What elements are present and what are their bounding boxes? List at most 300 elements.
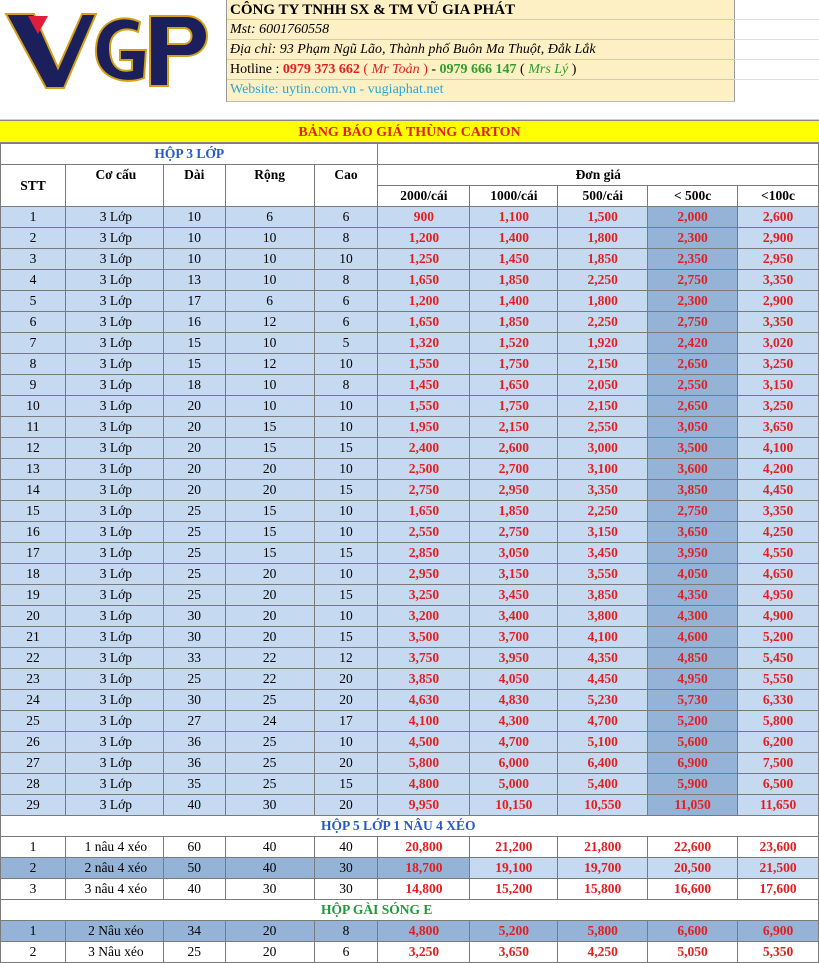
cell-width: 20 [225, 480, 314, 501]
spacer-row [0, 101, 819, 120]
cell-price-lt500: 3,600 [648, 459, 738, 480]
cell-length: 30 [163, 606, 225, 627]
cell-price-lt500: 5,730 [648, 690, 738, 711]
cell-stt: 2 [1, 942, 66, 963]
cell-price-lt100: 4,900 [738, 606, 819, 627]
cell-width: 15 [225, 417, 314, 438]
cell-price-lt100: 11,650 [738, 795, 819, 816]
cell-structure: 3 Lớp [65, 627, 163, 648]
cell-length: 20 [163, 417, 225, 438]
cell-price-2000: 1,950 [378, 417, 470, 438]
cell-length: 13 [163, 270, 225, 291]
cell-stt: 25 [1, 711, 66, 732]
cell-structure: 3 Lớp [65, 375, 163, 396]
cell-price-2000: 2,950 [378, 564, 470, 585]
cell-price-500: 1,850 [558, 249, 648, 270]
cell-price-1000: 3,700 [470, 627, 558, 648]
cell-stt: 3 [1, 249, 66, 270]
cell-length: 25 [163, 522, 225, 543]
table-row [1, 501, 819, 522]
cell-width: 20 [225, 606, 314, 627]
cell-price-lt500: 22,600 [648, 837, 738, 858]
cell-price-500: 2,250 [558, 270, 648, 291]
company-name: CÔNG TY TNHH SX & TM VŨ GIA PHÁT [227, 0, 734, 20]
table-row [1, 753, 819, 774]
cell-width: 15 [225, 543, 314, 564]
cell-height: 10 [314, 396, 378, 417]
cell-price-1000: 2,600 [470, 438, 558, 459]
cell-price-2000: 9,950 [378, 795, 470, 816]
cell-height: 20 [314, 690, 378, 711]
cell-price-lt500: 2,750 [648, 270, 738, 291]
cell-price-2000: 20,800 [378, 837, 470, 858]
header-qty-1000: 1000/cái [470, 186, 558, 207]
cell-stt: 27 [1, 753, 66, 774]
cell-structure: 3 Lớp [65, 438, 163, 459]
cell-structure: 3 nâu 4 xéo [65, 879, 163, 900]
cell-stt: 10 [1, 396, 66, 417]
cell-price-1000: 3,150 [470, 564, 558, 585]
cell-stt: 2 [1, 858, 66, 879]
cell-stt: 6 [1, 312, 66, 333]
cell-structure: 3 Lớp [65, 753, 163, 774]
cell-length: 10 [163, 228, 225, 249]
cell-stt: 4 [1, 270, 66, 291]
cell-price-2000: 4,630 [378, 690, 470, 711]
cell-price-lt500: 3,850 [648, 480, 738, 501]
contact-1-paren-close: ) [419, 62, 432, 77]
cell-price-lt100: 5,350 [738, 942, 819, 963]
cell-height: 8 [314, 375, 378, 396]
cell-price-lt100: 2,950 [738, 249, 819, 270]
cell-price-lt500: 2,650 [648, 354, 738, 375]
cell-price-2000: 3,250 [378, 942, 470, 963]
cell-price-500: 1,800 [558, 228, 648, 249]
cell-price-lt100: 4,550 [738, 543, 819, 564]
cell-price-lt500: 4,050 [648, 564, 738, 585]
cell-width: 10 [225, 333, 314, 354]
cell-price-lt500: 4,350 [648, 585, 738, 606]
cell-price-lt500: 2,350 [648, 249, 738, 270]
cell-price-1000: 5,200 [470, 921, 558, 942]
cell-height: 10 [314, 564, 378, 585]
cell-structure: 3 Lớp [65, 795, 163, 816]
hotline-phone-2[interactable]: 0979 666 147 [439, 62, 517, 77]
header-qty-2000: 2000/cái [378, 186, 470, 207]
cell-price-2000: 3,850 [378, 669, 470, 690]
contact-2-paren-open: ( [516, 62, 529, 77]
cell-price-500: 3,800 [558, 606, 648, 627]
cell-width: 20 [225, 459, 314, 480]
cell-price-2000: 3,200 [378, 606, 470, 627]
section-title-e-flute: HỘP GÀI SÓNG E [1, 900, 819, 921]
table-row [1, 837, 819, 858]
table-row [1, 249, 819, 270]
cell-price-lt100: 6,500 [738, 774, 819, 795]
cell-length: 18 [163, 375, 225, 396]
cell-price-500: 4,450 [558, 669, 648, 690]
cell-price-lt100: 4,450 [738, 480, 819, 501]
cell-height: 17 [314, 711, 378, 732]
cell-price-lt500: 2,420 [648, 333, 738, 354]
cell-structure: 2 nâu 4 xéo [65, 858, 163, 879]
cell-stt: 13 [1, 459, 66, 480]
hotline-phone-1[interactable]: 0979 373 662 [282, 62, 360, 77]
table-row [1, 627, 819, 648]
cell-price-lt100: 4,950 [738, 585, 819, 606]
cell-price-1000: 5,000 [470, 774, 558, 795]
cell-price-1000: 1,850 [470, 501, 558, 522]
cell-height: 20 [314, 795, 378, 816]
cell-structure: 3 Lớp [65, 501, 163, 522]
cell-price-1000: 3,400 [470, 606, 558, 627]
cell-length: 25 [163, 564, 225, 585]
cell-width: 40 [225, 837, 314, 858]
vgp-logo-graphic [0, 0, 226, 101]
cell-height: 15 [314, 627, 378, 648]
cell-price-2000: 1,200 [378, 291, 470, 312]
cell-stt: 5 [1, 291, 66, 312]
cell-structure: 1 nâu 4 xéo [65, 837, 163, 858]
cell-price-lt100: 7,500 [738, 753, 819, 774]
table-row [1, 606, 819, 627]
cell-price-lt500: 5,050 [648, 942, 738, 963]
contact-1-name: Mr Toản [371, 62, 420, 77]
cell-width: 20 [225, 585, 314, 606]
cell-structure: 3 Lớp [65, 396, 163, 417]
cell-price-lt100: 21,500 [738, 858, 819, 879]
cell-structure: 3 Lớp [65, 690, 163, 711]
cell-price-lt500: 5,600 [648, 732, 738, 753]
cell-price-500: 2,550 [558, 417, 648, 438]
cell-height: 12 [314, 648, 378, 669]
cell-height: 10 [314, 501, 378, 522]
cell-price-lt500: 2,650 [648, 396, 738, 417]
cell-width: 10 [225, 396, 314, 417]
cell-structure: 3 Lớp [65, 291, 163, 312]
table-row [1, 480, 819, 501]
cell-structure: 3 Lớp [65, 333, 163, 354]
table-row [1, 333, 819, 354]
cell-price-lt500: 3,500 [648, 438, 738, 459]
table-row [1, 354, 819, 375]
cell-length: 40 [163, 795, 225, 816]
cell-price-2000: 3,750 [378, 648, 470, 669]
cell-length: 27 [163, 711, 225, 732]
cell-structure: 3 Lớp [65, 543, 163, 564]
cell-width: 22 [225, 648, 314, 669]
cell-height: 30 [314, 879, 378, 900]
cell-price-2000: 1,650 [378, 501, 470, 522]
cell-price-500: 6,400 [558, 753, 648, 774]
cell-width: 30 [225, 795, 314, 816]
cell-width: 25 [225, 753, 314, 774]
cell-width: 25 [225, 774, 314, 795]
cell-price-lt500: 5,200 [648, 711, 738, 732]
cell-price-1000: 1,750 [470, 396, 558, 417]
cell-structure: 3 Lớp [65, 312, 163, 333]
cell-height: 8 [314, 270, 378, 291]
cell-width: 10 [225, 270, 314, 291]
cell-price-2000: 4,800 [378, 774, 470, 795]
cell-price-500: 5,400 [558, 774, 648, 795]
cell-price-500: 3,550 [558, 564, 648, 585]
cell-price-1000: 10,150 [470, 795, 558, 816]
cell-height: 6 [314, 291, 378, 312]
table-row [1, 690, 819, 711]
company-info [226, 0, 735, 102]
contact-2-name: Mrs Lý [528, 62, 569, 77]
cell-price-2000: 1,650 [378, 270, 470, 291]
cell-structure: 3 Lớp [65, 459, 163, 480]
cell-length: 17 [163, 291, 225, 312]
cell-price-2000: 1,200 [378, 228, 470, 249]
table-row [1, 669, 819, 690]
cell-stt: 8 [1, 354, 66, 375]
cell-stt: 3 [1, 879, 66, 900]
cell-price-lt500: 3,650 [648, 522, 738, 543]
cell-price-lt500: 4,850 [648, 648, 738, 669]
cell-stt: 21 [1, 627, 66, 648]
cell-price-lt100: 6,330 [738, 690, 819, 711]
cell-price-lt100: 5,800 [738, 711, 819, 732]
cell-length: 50 [163, 858, 225, 879]
cell-price-500: 4,350 [558, 648, 648, 669]
cell-stt: 15 [1, 501, 66, 522]
cell-price-1000: 2,700 [470, 459, 558, 480]
cell-length: 36 [163, 753, 225, 774]
cell-width: 12 [225, 312, 314, 333]
cell-price-lt100: 3,350 [738, 270, 819, 291]
cell-price-lt100: 4,200 [738, 459, 819, 480]
cell-price-lt500: 3,950 [648, 543, 738, 564]
cell-price-2000: 4,100 [378, 711, 470, 732]
cell-stt: 1 [1, 207, 66, 228]
company-address: Địa chỉ: 93 Phạm Ngũ Lão, Thành phố Buôn Ma Thuột, Đắk Lắk [227, 40, 734, 60]
price-table [0, 143, 819, 963]
cell-height: 15 [314, 543, 378, 564]
contact-1-paren-open: ( [359, 62, 372, 77]
cell-height: 10 [314, 606, 378, 627]
cell-price-1000: 2,950 [470, 480, 558, 501]
table-row [1, 711, 819, 732]
table-row [1, 774, 819, 795]
cell-price-1000: 3,050 [470, 543, 558, 564]
cell-price-1000: 1,400 [470, 228, 558, 249]
table-row [1, 564, 819, 585]
cell-height: 15 [314, 438, 378, 459]
cell-price-lt500: 2,000 [648, 207, 738, 228]
cell-stt: 19 [1, 585, 66, 606]
cell-price-1000: 4,830 [470, 690, 558, 711]
cell-price-lt500: 11,050 [648, 795, 738, 816]
company-tax-code: Mst: 6001760558 [227, 20, 734, 40]
cell-structure: 3 Lớp [65, 270, 163, 291]
table-row [1, 396, 819, 417]
cell-price-500: 1,800 [558, 291, 648, 312]
cell-price-2000: 2,500 [378, 459, 470, 480]
hotline-label: Hotline : [230, 62, 283, 77]
cell-structure: 3 Lớp [65, 480, 163, 501]
table-row [1, 879, 819, 900]
cell-price-lt500: 6,900 [648, 753, 738, 774]
cell-structure: 3 Lớp [65, 711, 163, 732]
cell-price-lt100: 3,350 [738, 501, 819, 522]
cell-width: 30 [225, 879, 314, 900]
cell-price-1000: 21,200 [470, 837, 558, 858]
table-row [1, 291, 819, 312]
table-row [1, 732, 819, 753]
cell-height: 10 [314, 459, 378, 480]
cell-length: 16 [163, 312, 225, 333]
cell-price-lt500: 20,500 [648, 858, 738, 879]
cell-price-lt100: 17,600 [738, 879, 819, 900]
cell-height: 8 [314, 228, 378, 249]
cell-structure: 3 Lớp [65, 669, 163, 690]
cell-length: 25 [163, 543, 225, 564]
cell-width: 10 [225, 249, 314, 270]
cell-stt: 11 [1, 417, 66, 438]
cell-price-500: 3,350 [558, 480, 648, 501]
table-row [1, 459, 819, 480]
cell-stt: 1 [1, 921, 66, 942]
cell-price-1000: 1,100 [470, 207, 558, 228]
cell-price-lt100: 4,100 [738, 438, 819, 459]
cell-length: 20 [163, 438, 225, 459]
cell-stt: 7 [1, 333, 66, 354]
header-blank-cells [734, 0, 819, 101]
cell-price-lt100: 6,200 [738, 732, 819, 753]
cell-price-lt500: 16,600 [648, 879, 738, 900]
cell-price-lt100: 5,450 [738, 648, 819, 669]
cell-price-2000: 1,450 [378, 375, 470, 396]
cell-stt: 29 [1, 795, 66, 816]
cell-width: 25 [225, 690, 314, 711]
cell-length: 10 [163, 207, 225, 228]
cell-height: 15 [314, 585, 378, 606]
cell-height: 15 [314, 480, 378, 501]
cell-structure: 3 Lớp [65, 585, 163, 606]
cell-price-500: 15,800 [558, 879, 648, 900]
cell-height: 10 [314, 417, 378, 438]
header-height: Cao [314, 165, 378, 207]
cell-structure: 3 Lớp [65, 522, 163, 543]
cell-price-500: 3,450 [558, 543, 648, 564]
cell-width: 6 [225, 291, 314, 312]
cell-price-2000: 900 [378, 207, 470, 228]
cell-price-lt100: 23,600 [738, 837, 819, 858]
section-title-5-layer: HỘP 5 LỚP 1 NÂU 4 XÉO [1, 816, 819, 837]
cell-length: 10 [163, 249, 225, 270]
cell-price-1000: 1,850 [470, 312, 558, 333]
cell-price-500: 2,250 [558, 501, 648, 522]
cell-price-2000: 1,650 [378, 312, 470, 333]
cell-price-500: 4,700 [558, 711, 648, 732]
cell-price-500: 2,150 [558, 354, 648, 375]
cell-price-lt100: 3,150 [738, 375, 819, 396]
cell-stt: 22 [1, 648, 66, 669]
cell-price-2000: 2,400 [378, 438, 470, 459]
cell-width: 15 [225, 501, 314, 522]
cell-width: 40 [225, 858, 314, 879]
cell-width: 15 [225, 522, 314, 543]
cell-length: 36 [163, 732, 225, 753]
cell-price-lt100: 4,650 [738, 564, 819, 585]
cell-stt: 1 [1, 837, 66, 858]
cell-width: 20 [225, 921, 314, 942]
cell-price-1000: 1,750 [470, 354, 558, 375]
cell-stt: 14 [1, 480, 66, 501]
cell-price-lt500: 2,300 [648, 228, 738, 249]
cell-price-500: 5,100 [558, 732, 648, 753]
cell-stt: 12 [1, 438, 66, 459]
table-row [1, 921, 819, 942]
company-website[interactable]: Website: uytin.com.vn - vugiaphat.net [230, 82, 444, 97]
cell-length: 25 [163, 585, 225, 606]
cell-price-1000: 6,000 [470, 753, 558, 774]
cell-price-lt500: 5,900 [648, 774, 738, 795]
cell-length: 25 [163, 942, 225, 963]
cell-structure: 3 Lớp [65, 606, 163, 627]
cell-price-1000: 1,520 [470, 333, 558, 354]
cell-price-2000: 1,550 [378, 396, 470, 417]
cell-structure: 3 Lớp [65, 249, 163, 270]
cell-width: 20 [225, 942, 314, 963]
table-row [1, 417, 819, 438]
cell-structure: 3 Lớp [65, 228, 163, 249]
cell-height: 8 [314, 921, 378, 942]
cell-structure: 3 Lớp [65, 564, 163, 585]
cell-height: 20 [314, 669, 378, 690]
cell-price-1000: 4,300 [470, 711, 558, 732]
cell-price-2000: 4,500 [378, 732, 470, 753]
cell-price-lt100: 4,250 [738, 522, 819, 543]
cell-price-500: 3,100 [558, 459, 648, 480]
cell-price-500: 21,800 [558, 837, 648, 858]
cell-length: 20 [163, 396, 225, 417]
cell-height: 5 [314, 333, 378, 354]
cell-price-lt500: 2,550 [648, 375, 738, 396]
cell-height: 10 [314, 522, 378, 543]
cell-price-lt500: 2,300 [648, 291, 738, 312]
cell-price-2000: 14,800 [378, 879, 470, 900]
table-row [1, 207, 819, 228]
cell-price-1000: 1,850 [470, 270, 558, 291]
cell-stt: 9 [1, 375, 66, 396]
cell-price-500: 3,150 [558, 522, 648, 543]
header-unit-price: Đơn giá [378, 165, 819, 186]
cell-length: 33 [163, 648, 225, 669]
cell-price-1000: 19,100 [470, 858, 558, 879]
cell-structure: 3 Lớp [65, 354, 163, 375]
cell-length: 15 [163, 354, 225, 375]
cell-price-lt500: 2,750 [648, 312, 738, 333]
cell-price-lt100: 3,250 [738, 396, 819, 417]
cell-price-1000: 1,650 [470, 375, 558, 396]
table-row [1, 375, 819, 396]
cell-structure: 3 Lớp [65, 417, 163, 438]
cell-height: 10 [314, 249, 378, 270]
table-row [1, 438, 819, 459]
cell-price-lt500: 2,750 [648, 501, 738, 522]
cell-length: 30 [163, 690, 225, 711]
table-row [1, 228, 819, 249]
cell-price-lt500: 6,600 [648, 921, 738, 942]
table-row [1, 648, 819, 669]
cell-structure: 3 Lớp [65, 207, 163, 228]
cell-price-lt100: 3,020 [738, 333, 819, 354]
cell-price-500: 19,700 [558, 858, 648, 879]
